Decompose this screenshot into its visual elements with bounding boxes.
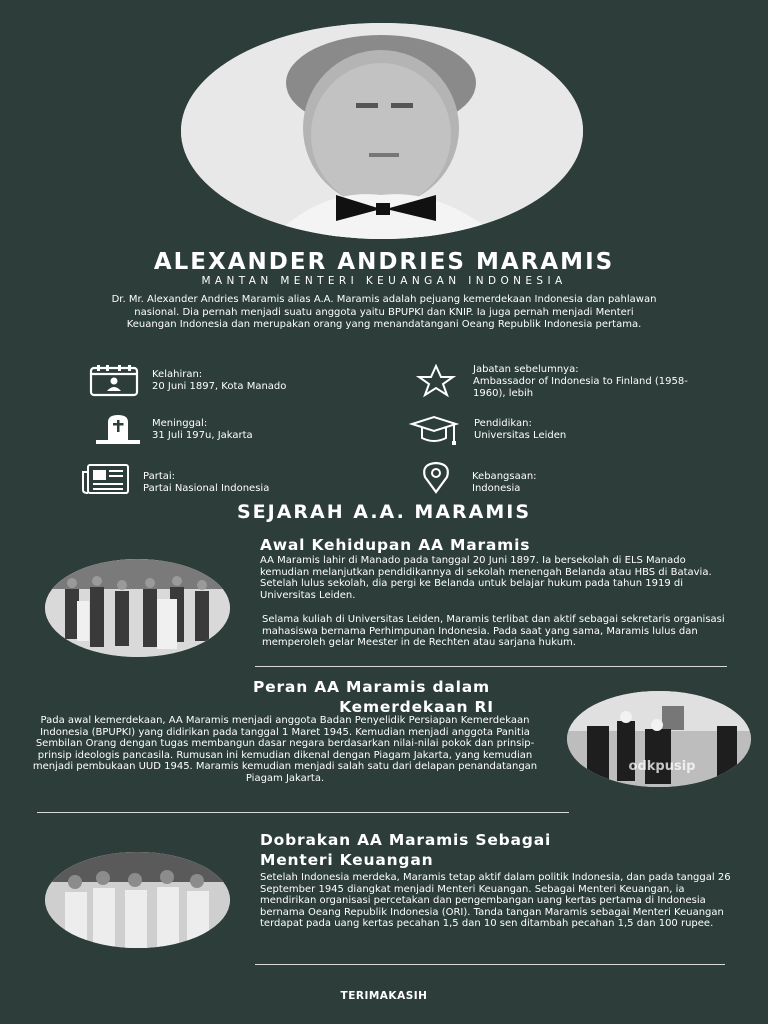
- party-fact: [143, 471, 383, 495]
- portrait-photo: [181, 23, 583, 239]
- nationality-label: Kebangsaan:: [472, 471, 537, 482]
- education-label: Pendidikan:: [474, 418, 532, 429]
- education-fact: [474, 418, 704, 442]
- party-value: Partai Nasional Indonesia: [143, 483, 270, 494]
- position-value: Ambassador of Indonesia to Finland (1958-1960), lebih: [473, 376, 688, 399]
- birth-fact: [152, 369, 392, 393]
- finance-heading-line-1: Dobrakan AA Maramis Sebagai: [260, 831, 552, 849]
- independence-paragraph: Pada awal kemerdekaan, AA Maramis menjadi anggota Badan Penyelidik Persiapan Kemerdekaan Indonesia (BPUPKI) yang didirikan pada tanggal 1 Maret 1945. Kemudian menjadi anggota Panitia Sembilan Orang dengan tugas membangun dasar negara berdasarkan nilai-nilai pokok dan prinsip-prinsip ideologis pancasila. Rumusan ini kemudian dikenal dengan Piagam Jakarta, yang kemudian menjadi pembukaan UUD 1945. Maramis kemudian menjadi salah satu dari delapan penandatangan Piagam Jakarta.: [32, 715, 538, 784]
- history-section-title: SEJARAH A.A. MARAMIS: [236, 501, 532, 523]
- early-life-paragraph-2: Selama kuliah di Universitas Leiden, Maramis terlibat dan aktif sebagai sekretaris organisasi mahasiswa bernama Perhimpunan Indonesia. Pada saat yang sama, Maramis lulus dan memperoleh gelar Meester in de Rechten atau sarjana hukum.: [262, 614, 725, 649]
- graduation-cap-icon: [408, 414, 460, 448]
- death-label: Meninggal:: [152, 418, 208, 429]
- position-fact: [473, 364, 703, 400]
- finance-minister-group-photo: [45, 852, 230, 948]
- section-divider: [37, 812, 569, 813]
- nationality-fact: [472, 471, 702, 495]
- page-title: ALEXANDER ANDRIES MARAMIS: [153, 249, 615, 275]
- early-life-group-photo: [45, 559, 230, 657]
- independence-heading-line-2: Kemerdekaan RI: [339, 698, 494, 716]
- death-fact: [152, 418, 392, 442]
- intro-paragraph: Dr. Mr. Alexander Andries Maramis alias A.A. Maramis adalah pejuang kemerdekaan Indonesia dan pahlawan nasional. Dia pernah menjadi suatu anggota yaitu BPUPKI dan KNIP. Ia juga pernah menjadi Menteri Keuangan Indonesia dan merupakan orang yang menandatangani Oeang Republik Indonesia pertama.: [111, 294, 657, 330]
- location-pin-icon: [410, 460, 462, 494]
- position-label: Jabatan sebelumnya:: [473, 364, 579, 375]
- calendar-icon: [88, 364, 140, 398]
- closing-text: TERIMAKASIH: [340, 990, 428, 1002]
- finance-heading: [260, 830, 730, 870]
- independence-heading: [200, 677, 543, 717]
- finance-paragraph: Setelah Indonesia merdeka, Maramis tetap aktif dalam politik Indonesia, dan pada tanggal 26 September 1945 diangkat menjadi Menteri Keuangan. Sebagai Menteri Keuangan, ia mendirikan organisasi percetakan dan pengembangan uang kertas pertama di Indonesia bernama Oeang Republik Indonesia (ORI). Tanda tangan Maramis sebagai Menteri Keuangan terdapat pada uang kertas pecahan 1,5 dan 10 sen ditambah pecahan 1,5 dan 100 rupee.: [260, 872, 731, 930]
- newspaper-icon: [80, 462, 132, 496]
- birth-label: Kelahiran:: [152, 369, 203, 380]
- independence-photo: [567, 691, 751, 787]
- early-life-paragraph-1: AA Maramis lahir di Manado pada tanggal 20 Juni 1897. Ia bersekolah di ELS Manado kemudian melanjutkan pendidikannya di sekolah menengah Belanda atau HBS di Batavia. Setelah lulus sekolah, dia pergi ke Belanda untuk belajar hukum pada tahun 1919 di Universitas Leiden.: [260, 555, 712, 601]
- grave-icon: [92, 412, 144, 446]
- early-life-heading: Awal Kehidupan AA Maramis: [260, 536, 531, 554]
- finance-heading-line-2: Menteri Keuangan: [260, 851, 434, 869]
- party-label: Partai:: [143, 471, 176, 482]
- death-value: 31 Juli 197u, Jakarta: [152, 430, 253, 441]
- photo-watermark: odkpusip: [628, 759, 696, 774]
- independence-heading-line-1: Peran AA Maramis dalam: [253, 678, 490, 696]
- page-subtitle: MANTAN MENTERI KEUANGAN INDONESIA: [201, 275, 567, 287]
- birth-value: 20 Juni 1897, Kota Manado: [152, 381, 287, 392]
- section-divider: [255, 964, 725, 965]
- education-value: Universitas Leiden: [474, 430, 567, 441]
- nationality-value: Indonesia: [472, 483, 521, 494]
- star-icon: [410, 364, 462, 398]
- section-divider: [255, 666, 727, 667]
